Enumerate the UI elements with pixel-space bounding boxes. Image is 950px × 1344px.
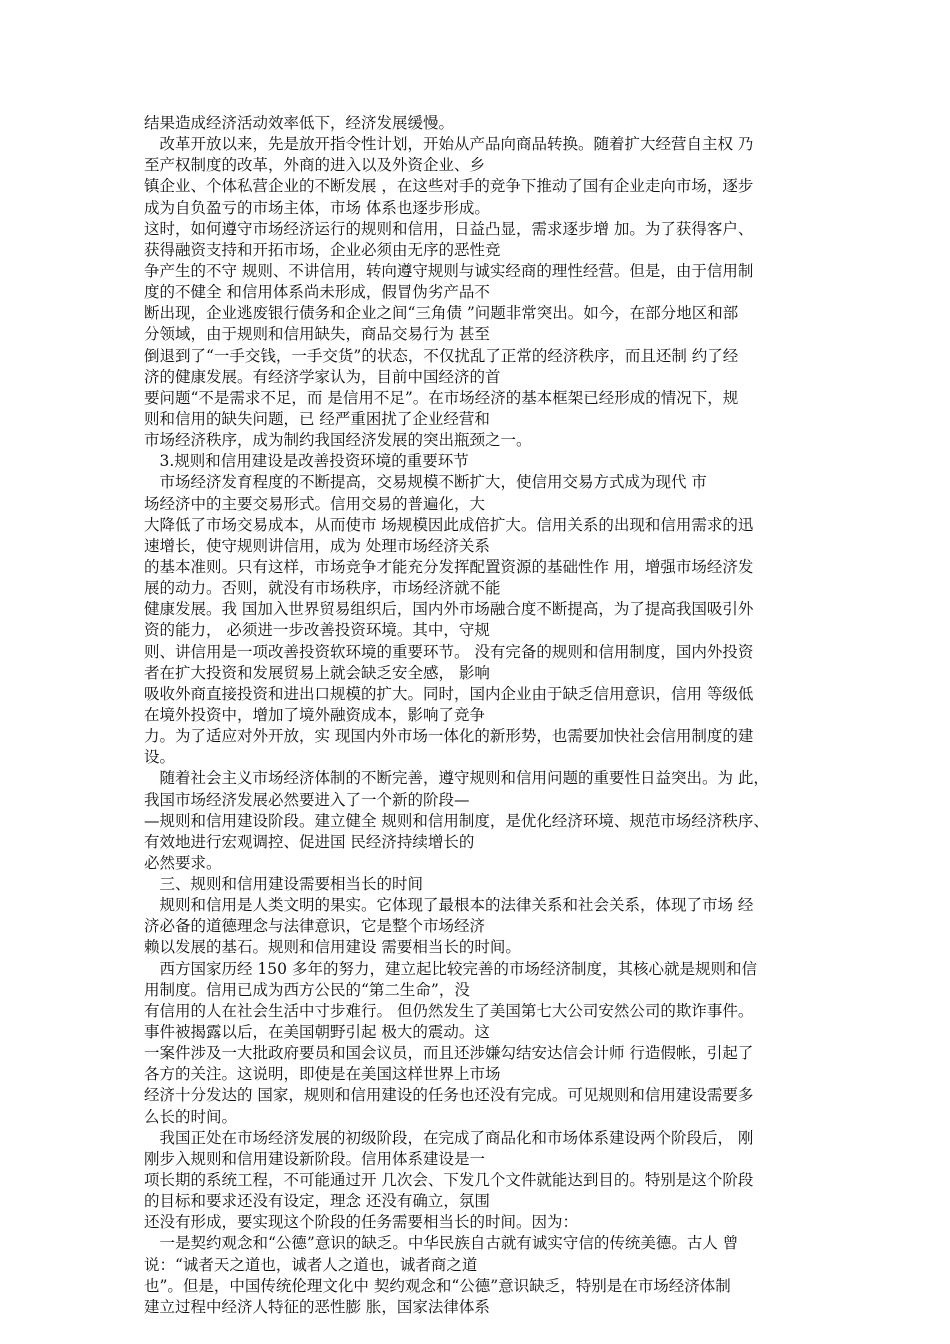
text-line: 断出现，企业逃废银行债务和企业之间“三角债 ”问题非常突出。如今，在部分地区和部 bbox=[144, 304, 739, 323]
text-line: 项长期的系统工程，不可能通过开 几次会、下发几个文件就能达到目的。特别是这个阶段 bbox=[144, 1171, 754, 1190]
text-line: 的目标和要求还没有设定，理念 还没有确立，氛围 bbox=[144, 1192, 490, 1211]
text-line: 设。 bbox=[144, 748, 176, 767]
text-line: 这时，如何遵守市场经济运行的规则和信用，日益凸显，需求逐步增 加。为了获得客户、 bbox=[144, 219, 754, 238]
text-line: 分领域，由于规则和信用缺失，商品交易行为 甚至 bbox=[144, 325, 490, 344]
text-line: 刚步入规则和信用建设新阶段。信用体系建设是一 bbox=[144, 1149, 486, 1168]
text-line: 经济十分发达的 国家，规则和信用建设的任务也还没有完成。可见规则和信用建设需要多 bbox=[144, 1086, 754, 1105]
text-line: 我国市场经济发展必然要进入了一个新的阶段— bbox=[144, 790, 470, 809]
text-line: 必然要求。 bbox=[144, 853, 222, 872]
text-line: 市场经济秩序，成为制约我国经济发展的突出瓶颈之一。 bbox=[144, 431, 532, 450]
text-line: 也”。但是，中国传统伦理文化中 契约观念和“公德”意识缺乏，特别是在市场经济体制 bbox=[144, 1276, 731, 1295]
text-line: 么长的时间。 bbox=[144, 1107, 238, 1126]
text-line: 则和信用的缺失问题，已 经严重困扰了企业经营和 bbox=[144, 409, 490, 428]
text-line: 获得融资支持和开拓市场，企业必须由无序的恶性竞 bbox=[144, 240, 501, 259]
text-line: 随着社会主义市场经济体制的不断完善，遵守规则和信用问题的重要性日益突出。为 此， bbox=[144, 769, 769, 788]
text-line: 用制度。信用已成为西方公民的“第二生命”，没 bbox=[144, 980, 470, 999]
text-line: 资的能力， 必须进一步改善投资环境。其中，守规 bbox=[144, 621, 490, 640]
text-line: 成为自负盈亏的市场主体，市场 体系也逐步形成。 bbox=[144, 198, 490, 217]
text-line: 度的不健全 和信用体系尚未形成，假冒伪劣产品不 bbox=[144, 283, 490, 302]
text-line: 大降低了市场交易成本，从而使市 场规模因此成倍扩大。信用关系的出现和信用需求的迅 bbox=[144, 515, 754, 534]
text-line: 至产权制度的改革，外商的进入以及外资企业、乡 bbox=[144, 156, 486, 175]
text-line: 倒退到了“一手交钱，一手交货”的状态，不仅扰乱了正常的经济秩序，而且还制 约了经 bbox=[144, 346, 739, 365]
text-line: 争产生的不守 规则、不讲信用，转向遵守规则与诚实经商的理性经营。但是，由于信用制 bbox=[144, 261, 754, 280]
text-line: 展的动力。否则，就没有市场秩序，市场经济就不能 bbox=[144, 579, 501, 598]
text-line: 三、规则和信用建设需要相当长的时间 bbox=[144, 875, 424, 894]
text-line: 说：“诚者天之道也，诚者人之道也，诚者商之道 bbox=[144, 1255, 478, 1274]
text-line: 赖以发展的基石。规则和信用建设 需要相当长的时间。 bbox=[144, 938, 521, 957]
text-line: 有信用的人在社会生活中寸步难行。 但仍然发生了美国第七大公司安然公司的欺诈事件。 bbox=[144, 1001, 754, 1020]
text-line: 速增长，使守规则讲信用，成为 处理市场经济关系 bbox=[144, 536, 490, 555]
text-line: 规则和信用是人类文明的果实。它体现了最根本的法律关系和社会关系，体现了市场 经 bbox=[144, 896, 754, 915]
document-page bbox=[0, 113, 950, 1318]
text-line: 一案件涉及一大批政府要员和国会议员，而且还涉嫌勾结安达信会计师 行造假帐，引起了 bbox=[144, 1044, 754, 1063]
text-line: 健康发展。我 国加入世界贸易组织后，国内外市场融合度不断提高，为了提高我国吸引外 bbox=[144, 600, 754, 619]
text-line: 济必备的道德理念与法律意识，它是整个市场经济 bbox=[144, 917, 486, 936]
text-line: 则、讲信用是一项改善投资软环境的重要环节。 没有完备的规则和信用制度，国内外投资 bbox=[144, 642, 754, 661]
text-line: 改革开放以来，先是放开指令性计划，开始从产品向商品转换。随着扩大经营自主权 乃 bbox=[144, 135, 754, 154]
text-line: 力。为了适应对外开放，实 现国内外市场一体化的新形势，也需要加快社会信用制度的建 bbox=[144, 727, 754, 746]
text-line: 建立过程中经济人特征的恶性膨 胀，国家法律体系 bbox=[144, 1297, 490, 1316]
text-line: 要问题“不是需求不足，而 是信用不足”。在市场经济的基本框架已经形成的情况下，规 bbox=[144, 388, 739, 407]
text-line: 市场经济发育程度的不断提高，交易规模不断扩大，使信用交易方式成为现代 市 bbox=[144, 473, 707, 492]
text-line: 吸收外商直接投资和进出口规模的扩大。同时，国内企业由于缺乏信用意识，信用 等级低 bbox=[144, 684, 754, 703]
text-line: 我国正处在市场经济发展的初级阶段，在完成了商品化和市场体系建设两个阶段后， 刚 bbox=[144, 1128, 754, 1147]
text-line: 事件被揭露以后，在美国朝野引起 极大的震动。这 bbox=[144, 1023, 490, 1042]
text-line: 有效地进行宏观调控、促进国 民经济持续增长的 bbox=[144, 832, 475, 851]
text-line: 3.规则和信用建设是改善投资环境的重要环节 bbox=[144, 452, 469, 471]
text-line: —规则和信用建设阶段。建立健全 规则和信用制度，是优化经济环境、规范市场经济秩序、 bbox=[144, 811, 769, 830]
text-line: 各方的关注。这说明，即使是在美国这样世界上市场 bbox=[144, 1065, 501, 1084]
text-line: 的基本准则。只有这样，市场竞争才能充分发挥配置资源的基础性作 用，增强市场经济发 bbox=[144, 557, 754, 576]
text-line: 西方国家历经 150 多年的努力，建立起比较完善的市场经济制度，其核心就是规则和信 bbox=[144, 959, 757, 978]
text-line: 济的健康发展。有经济学家认为，目前中国经济的首 bbox=[144, 367, 501, 386]
text-line: 还没有形成，要实现这个阶段的任务需要相当长的时间。因为： bbox=[144, 1213, 579, 1232]
text-line: 镇企业、个体私营企业的不断发展 ，在这些对手的竞争下推动了国有企业走向市场，逐步 bbox=[144, 177, 754, 196]
text-line: 在境外投资中，增加了境外融资成本，影响了竞争 bbox=[144, 705, 486, 724]
text-line: 结果造成经济活动效率低下，经济发展缓慢。 bbox=[144, 114, 455, 132]
text-line: 者在扩大投资和发展贸易上就会缺乏安全感， 影响 bbox=[144, 663, 490, 682]
text-line: 场经济中的主要交易形式。信用交易的普遍化，大 bbox=[144, 494, 486, 513]
text-line: 一是契约观念和“公德”意识的缺乏。中华民族自古就有诚实守信的传统美德。古人 曾 bbox=[144, 1234, 739, 1253]
